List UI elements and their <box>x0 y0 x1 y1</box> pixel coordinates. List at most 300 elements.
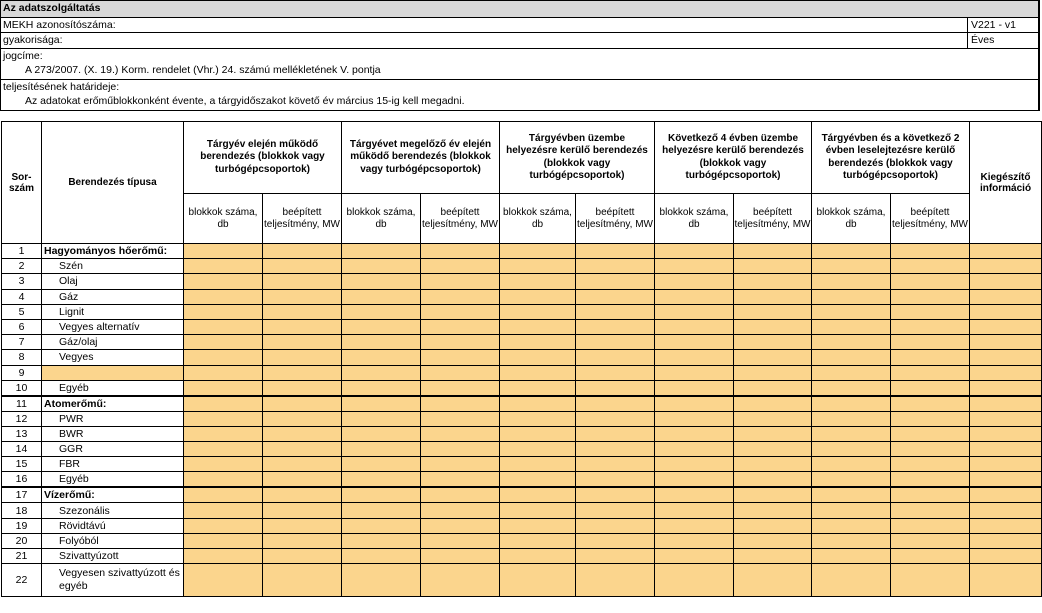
block-count-cell[interactable] <box>812 549 891 564</box>
equipment-type-label: Gáz/olaj <box>42 335 184 350</box>
block-count-cell[interactable] <box>812 365 891 380</box>
installed-power-cell[interactable] <box>421 533 500 548</box>
installed-power-cell[interactable] <box>263 396 342 412</box>
table-row <box>2 319 1042 334</box>
installed-power-cell[interactable] <box>576 503 655 518</box>
installed-power-cell[interactable] <box>734 426 812 441</box>
header-installed-power: beépített teljesítmény, MW <box>263 194 342 244</box>
block-count-cell[interactable] <box>812 472 891 488</box>
equipment-type-label: Szezonális <box>42 503 184 518</box>
installed-power-cell[interactable] <box>263 503 342 518</box>
equipment-type-label: Szén <box>42 259 184 274</box>
block-count-cell[interactable] <box>184 549 263 564</box>
installed-power-cell[interactable] <box>421 259 500 274</box>
installed-power-cell[interactable] <box>576 350 655 365</box>
block-count-cell[interactable] <box>812 244 891 259</box>
extra-info-cell[interactable] <box>970 442 1042 457</box>
installed-power-cell[interactable] <box>734 396 812 412</box>
installed-power-cell[interactable] <box>891 335 970 350</box>
header-group-decommission: Tárgyévben és a következő 2 évben leselejtezésre kerülő berendezés (blokkok vagy turbógépcsoportok) <box>812 122 970 194</box>
header-block-count: blokkok száma, db <box>184 194 263 244</box>
installed-power-cell[interactable] <box>734 304 812 319</box>
installed-power-cell[interactable] <box>263 457 342 472</box>
block-count-cell[interactable] <box>655 289 734 304</box>
installed-power-cell[interactable] <box>891 442 970 457</box>
installed-power-cell[interactable] <box>421 442 500 457</box>
equipment-type-label[interactable] <box>42 365 184 380</box>
installed-power-cell[interactable] <box>421 411 500 426</box>
block-count-cell[interactable] <box>342 274 421 289</box>
block-count-cell[interactable] <box>655 457 734 472</box>
header-block-count: blokkok száma, db <box>812 194 891 244</box>
block-count-cell[interactable] <box>342 426 421 441</box>
installed-power-cell[interactable] <box>421 365 500 380</box>
header-extra-info: Kiegészítő információ <box>970 122 1042 244</box>
installed-power-cell[interactable] <box>734 244 812 259</box>
block-count-cell[interactable] <box>500 457 576 472</box>
installed-power-cell[interactable] <box>891 244 970 259</box>
installed-power-cell[interactable] <box>576 426 655 441</box>
section-title: Az adatszolgáltatás <box>1 1 1038 17</box>
block-count-cell[interactable] <box>812 259 891 274</box>
block-count-cell[interactable] <box>342 304 421 319</box>
installed-power-cell[interactable] <box>421 289 500 304</box>
installed-power-cell[interactable] <box>263 365 342 380</box>
installed-power-cell[interactable] <box>734 411 812 426</box>
header-block-count: blokkok száma, db <box>655 194 734 244</box>
equipment-type-label: Olaj <box>42 274 184 289</box>
extra-info-cell[interactable] <box>970 259 1042 274</box>
table-row <box>2 396 1042 412</box>
installed-power-cell[interactable] <box>576 319 655 334</box>
block-count-cell[interactable] <box>500 244 576 259</box>
block-count-cell[interactable] <box>500 304 576 319</box>
block-count-cell[interactable] <box>342 396 421 412</box>
installed-power-cell[interactable] <box>576 365 655 380</box>
installed-power-cell[interactable] <box>576 335 655 350</box>
block-count-cell[interactable] <box>812 411 891 426</box>
equipment-type-label: Vízerőmű: <box>42 487 184 503</box>
extra-info-cell[interactable] <box>970 411 1042 426</box>
installed-power-cell[interactable] <box>891 487 970 503</box>
installed-power-cell[interactable] <box>263 350 342 365</box>
block-count-cell[interactable] <box>655 380 734 396</box>
installed-power-cell[interactable] <box>576 487 655 503</box>
block-count-cell[interactable] <box>500 380 576 396</box>
block-count-cell[interactable] <box>342 411 421 426</box>
table-row <box>2 259 1042 274</box>
extra-info-cell[interactable] <box>970 335 1042 350</box>
block-count-cell[interactable] <box>655 533 734 548</box>
equipment-type-label: Egyéb <box>42 472 184 488</box>
block-count-cell[interactable] <box>184 365 263 380</box>
block-count-cell[interactable] <box>500 274 576 289</box>
installed-power-cell[interactable] <box>734 350 812 365</box>
block-count-cell[interactable] <box>812 518 891 533</box>
block-count-cell[interactable] <box>342 380 421 396</box>
installed-power-cell[interactable] <box>891 503 970 518</box>
legal-basis-label: jogcíme: <box>1 48 1038 64</box>
block-count-cell[interactable] <box>655 274 734 289</box>
block-count-cell[interactable] <box>342 533 421 548</box>
block-count-cell[interactable] <box>500 442 576 457</box>
block-count-cell[interactable] <box>812 319 891 334</box>
block-count-cell[interactable] <box>184 426 263 441</box>
block-count-cell[interactable] <box>500 549 576 564</box>
block-count-cell[interactable] <box>184 304 263 319</box>
block-count-cell[interactable] <box>655 319 734 334</box>
block-count-cell[interactable] <box>812 396 891 412</box>
installed-power-cell[interactable] <box>734 319 812 334</box>
installed-power-cell[interactable] <box>576 274 655 289</box>
row-number: 11 <box>2 396 42 412</box>
row-number: 3 <box>2 274 42 289</box>
extra-info-cell[interactable] <box>970 533 1042 548</box>
equipment-type-label: Rövidtávú <box>42 518 184 533</box>
installed-power-cell[interactable] <box>421 549 500 564</box>
block-count-cell[interactable] <box>500 518 576 533</box>
extra-info-cell[interactable] <box>970 289 1042 304</box>
block-count-cell[interactable] <box>342 564 421 597</box>
installed-power-cell[interactable] <box>734 274 812 289</box>
block-count-cell[interactable] <box>500 335 576 350</box>
block-count-cell[interactable] <box>812 487 891 503</box>
block-count-cell[interactable] <box>655 350 734 365</box>
installed-power-cell[interactable] <box>421 244 500 259</box>
row-number: 13 <box>2 426 42 441</box>
installed-power-cell[interactable] <box>576 289 655 304</box>
extra-info-cell[interactable] <box>970 350 1042 365</box>
equipment-type-label: Vegyes <box>42 350 184 365</box>
equipment-type-label: Hagyományos hőerőmű: <box>42 244 184 259</box>
block-count-cell[interactable] <box>655 549 734 564</box>
table-row <box>2 380 1042 396</box>
block-count-cell[interactable] <box>500 503 576 518</box>
extra-info-cell[interactable] <box>970 365 1042 380</box>
installed-power-cell[interactable] <box>263 472 342 488</box>
installed-power-cell[interactable] <box>576 244 655 259</box>
installed-power-cell[interactable] <box>263 380 342 396</box>
block-count-cell[interactable] <box>812 350 891 365</box>
extra-info-cell[interactable] <box>970 487 1042 503</box>
table-row <box>2 335 1042 350</box>
installed-power-cell[interactable] <box>734 564 812 597</box>
installed-power-cell[interactable] <box>421 426 500 441</box>
table-body <box>2 244 1042 597</box>
installed-power-cell[interactable] <box>734 549 812 564</box>
extra-info-cell[interactable] <box>970 396 1042 412</box>
installed-power-cell[interactable] <box>263 319 342 334</box>
installed-power-cell[interactable] <box>891 533 970 548</box>
installed-power-cell[interactable] <box>263 259 342 274</box>
block-count-cell[interactable] <box>500 319 576 334</box>
installed-power-cell[interactable] <box>576 442 655 457</box>
mekh-id-value: V221 - v1 <box>967 18 1016 33</box>
row-number: 5 <box>2 304 42 319</box>
installed-power-cell[interactable] <box>891 472 970 488</box>
block-count-cell[interactable] <box>342 319 421 334</box>
extra-info-cell[interactable] <box>970 549 1042 564</box>
extra-info-cell[interactable] <box>970 518 1042 533</box>
installed-power-cell[interactable] <box>263 244 342 259</box>
installed-power-cell[interactable] <box>421 396 500 412</box>
equipment-table <box>1 121 1042 597</box>
installed-power-cell[interactable] <box>734 533 812 548</box>
installed-power-cell[interactable] <box>263 487 342 503</box>
installed-power-cell[interactable] <box>576 533 655 548</box>
block-count-cell[interactable] <box>184 335 263 350</box>
block-count-cell[interactable] <box>655 442 734 457</box>
installed-power-cell[interactable] <box>263 533 342 548</box>
block-count-cell[interactable] <box>342 289 421 304</box>
block-count-cell[interactable] <box>812 503 891 518</box>
extra-info-cell[interactable] <box>970 426 1042 441</box>
block-count-cell[interactable] <box>184 442 263 457</box>
row-number: 6 <box>2 319 42 334</box>
table-row <box>2 564 1042 597</box>
block-count-cell[interactable] <box>655 503 734 518</box>
block-count-cell[interactable] <box>342 457 421 472</box>
block-count-cell[interactable] <box>812 335 891 350</box>
equipment-type-label: Folyóból <box>42 533 184 548</box>
installed-power-cell[interactable] <box>263 289 342 304</box>
installed-power-cell[interactable] <box>576 518 655 533</box>
row-number: 19 <box>2 518 42 533</box>
block-count-cell[interactable] <box>655 244 734 259</box>
installed-power-cell[interactable] <box>734 457 812 472</box>
header-block-count: blokkok száma, db <box>500 194 576 244</box>
installed-power-cell[interactable] <box>421 472 500 488</box>
extra-info-cell[interactable] <box>970 457 1042 472</box>
installed-power-cell[interactable] <box>421 503 500 518</box>
block-count-cell[interactable] <box>812 304 891 319</box>
installed-power-cell[interactable] <box>891 304 970 319</box>
installed-power-cell[interactable] <box>421 380 500 396</box>
installed-power-cell[interactable] <box>576 259 655 274</box>
table-row <box>2 365 1042 380</box>
installed-power-cell[interactable] <box>576 549 655 564</box>
table-row <box>2 289 1042 304</box>
installed-power-cell[interactable] <box>421 487 500 503</box>
installed-power-cell[interactable] <box>891 549 970 564</box>
block-count-cell[interactable] <box>655 259 734 274</box>
block-count-cell[interactable] <box>342 442 421 457</box>
installed-power-cell[interactable] <box>891 350 970 365</box>
installed-power-cell[interactable] <box>263 549 342 564</box>
installed-power-cell[interactable] <box>421 304 500 319</box>
header-group-current-year: Tárgyév elején működő berendezés (blokkok vagy turbógépcsoportok) <box>184 122 342 194</box>
equipment-type-label: Vegyesen szivattyúzott és egyéb <box>42 564 184 597</box>
installed-power-cell[interactable] <box>421 518 500 533</box>
header-group-next-4-years: Következő 4 évben üzembe helyezésre kerülő berendezés (blokkok vagy turbógépcsoportok) <box>655 122 812 194</box>
installed-power-cell[interactable] <box>576 396 655 412</box>
block-count-cell[interactable] <box>184 259 263 274</box>
installed-power-cell[interactable] <box>576 304 655 319</box>
block-count-cell[interactable] <box>500 289 576 304</box>
installed-power-cell[interactable] <box>734 487 812 503</box>
block-count-cell[interactable] <box>812 442 891 457</box>
installed-power-cell[interactable] <box>421 335 500 350</box>
row-number: 17 <box>2 487 42 503</box>
block-count-cell[interactable] <box>342 487 421 503</box>
block-count-cell[interactable] <box>342 350 421 365</box>
block-count-cell[interactable] <box>500 259 576 274</box>
block-count-cell[interactable] <box>184 350 263 365</box>
block-count-cell[interactable] <box>500 365 576 380</box>
block-count-cell[interactable] <box>655 472 734 488</box>
installed-power-cell[interactable] <box>891 518 970 533</box>
block-count-cell[interactable] <box>342 549 421 564</box>
block-count-cell[interactable] <box>655 396 734 412</box>
equipment-type-label: Atomerőmű: <box>42 396 184 412</box>
header-installed-power: beépített teljesítmény, MW <box>891 194 970 244</box>
installed-power-cell[interactable] <box>734 503 812 518</box>
installed-power-cell[interactable] <box>576 380 655 396</box>
extra-info-cell[interactable] <box>970 319 1042 334</box>
block-count-cell[interactable] <box>184 274 263 289</box>
equipment-type-label: Szivattyúzott <box>42 549 184 564</box>
block-count-cell[interactable] <box>812 289 891 304</box>
deadline-label: teljesítésének határideje: <box>1 79 1038 95</box>
block-count-cell[interactable] <box>342 365 421 380</box>
installed-power-cell[interactable] <box>891 274 970 289</box>
installed-power-cell[interactable] <box>421 274 500 289</box>
table-row <box>2 304 1042 319</box>
extra-info-cell[interactable] <box>970 564 1042 597</box>
row-number: 15 <box>2 457 42 472</box>
installed-power-cell[interactable] <box>421 564 500 597</box>
installed-power-cell[interactable] <box>421 319 500 334</box>
installed-power-cell[interactable] <box>576 457 655 472</box>
block-count-cell[interactable] <box>184 289 263 304</box>
installed-power-cell[interactable] <box>734 289 812 304</box>
installed-power-cell[interactable] <box>263 335 342 350</box>
block-count-cell[interactable] <box>184 487 263 503</box>
block-count-cell[interactable] <box>655 335 734 350</box>
installed-power-cell[interactable] <box>263 274 342 289</box>
installed-power-cell[interactable] <box>263 442 342 457</box>
block-count-cell[interactable] <box>184 503 263 518</box>
block-count-cell[interactable] <box>342 472 421 488</box>
block-count-cell[interactable] <box>184 411 263 426</box>
installed-power-cell[interactable] <box>891 319 970 334</box>
installed-power-cell[interactable] <box>891 426 970 441</box>
frequency-value: Éves <box>967 33 994 48</box>
installed-power-cell[interactable] <box>421 350 500 365</box>
installed-power-cell[interactable] <box>576 564 655 597</box>
header-installed-power: beépített teljesítmény, MW <box>734 194 812 244</box>
installed-power-cell[interactable] <box>891 411 970 426</box>
block-count-cell[interactable] <box>342 503 421 518</box>
installed-power-cell[interactable] <box>263 411 342 426</box>
installed-power-cell[interactable] <box>421 457 500 472</box>
installed-power-cell[interactable] <box>891 380 970 396</box>
block-count-cell[interactable] <box>500 564 576 597</box>
block-count-cell[interactable] <box>500 487 576 503</box>
block-count-cell[interactable] <box>184 472 263 488</box>
block-count-cell[interactable] <box>184 564 263 597</box>
block-count-cell[interactable] <box>655 365 734 380</box>
block-count-cell[interactable] <box>184 533 263 548</box>
block-count-cell[interactable] <box>500 411 576 426</box>
block-count-cell[interactable] <box>342 259 421 274</box>
block-count-cell[interactable] <box>655 304 734 319</box>
installed-power-cell[interactable] <box>263 426 342 441</box>
installed-power-cell[interactable] <box>734 472 812 488</box>
installed-power-cell[interactable] <box>734 335 812 350</box>
block-count-cell[interactable] <box>184 396 263 412</box>
block-count-cell[interactable] <box>342 335 421 350</box>
block-count-cell[interactable] <box>655 487 734 503</box>
installed-power-cell[interactable] <box>576 411 655 426</box>
installed-power-cell[interactable] <box>734 380 812 396</box>
installed-power-cell[interactable] <box>891 564 970 597</box>
data-provision-info <box>0 0 1040 111</box>
installed-power-cell[interactable] <box>891 457 970 472</box>
installed-power-cell[interactable] <box>891 396 970 412</box>
block-count-cell[interactable] <box>812 380 891 396</box>
extra-info-cell[interactable] <box>970 244 1042 259</box>
block-count-cell[interactable] <box>812 457 891 472</box>
block-count-cell[interactable] <box>342 518 421 533</box>
block-count-cell[interactable] <box>655 426 734 441</box>
block-count-cell[interactable] <box>812 533 891 548</box>
block-count-cell[interactable] <box>500 350 576 365</box>
extra-info-cell[interactable] <box>970 274 1042 289</box>
installed-power-cell[interactable] <box>263 304 342 319</box>
header-row-number: Sor-szám <box>2 122 42 244</box>
block-count-cell[interactable] <box>500 396 576 412</box>
installed-power-cell[interactable] <box>734 442 812 457</box>
block-count-cell[interactable] <box>500 472 576 488</box>
installed-power-cell[interactable] <box>576 472 655 488</box>
equipment-type-label: GGR <box>42 442 184 457</box>
frequency-label: gyakorisága: <box>3 34 63 46</box>
extra-info-cell[interactable] <box>970 380 1042 396</box>
block-count-cell[interactable] <box>342 244 421 259</box>
block-count-cell[interactable] <box>500 426 576 441</box>
block-count-cell[interactable] <box>655 518 734 533</box>
block-count-cell[interactable] <box>655 411 734 426</box>
block-count-cell[interactable] <box>184 319 263 334</box>
block-count-cell[interactable] <box>812 564 891 597</box>
row-number: 16 <box>2 472 42 488</box>
installed-power-cell[interactable] <box>734 365 812 380</box>
block-count-cell[interactable] <box>184 518 263 533</box>
block-count-cell[interactable] <box>500 533 576 548</box>
extra-info-cell[interactable] <box>970 472 1042 488</box>
extra-info-cell[interactable] <box>970 304 1042 319</box>
installed-power-cell[interactable] <box>891 289 970 304</box>
installed-power-cell[interactable] <box>263 518 342 533</box>
installed-power-cell[interactable] <box>734 259 812 274</box>
installed-power-cell[interactable] <box>891 365 970 380</box>
block-count-cell[interactable] <box>184 457 263 472</box>
table-row <box>2 442 1042 457</box>
block-count-cell[interactable] <box>655 564 734 597</box>
block-count-cell[interactable] <box>184 380 263 396</box>
extra-info-cell[interactable] <box>970 503 1042 518</box>
table-row <box>2 533 1042 548</box>
installed-power-cell[interactable] <box>891 259 970 274</box>
block-count-cell[interactable] <box>184 244 263 259</box>
block-count-cell[interactable] <box>812 274 891 289</box>
block-count-cell[interactable] <box>812 426 891 441</box>
table-row <box>2 457 1042 472</box>
installed-power-cell[interactable] <box>263 564 342 597</box>
installed-power-cell[interactable] <box>734 518 812 533</box>
equipment-type-label: Gáz <box>42 289 184 304</box>
